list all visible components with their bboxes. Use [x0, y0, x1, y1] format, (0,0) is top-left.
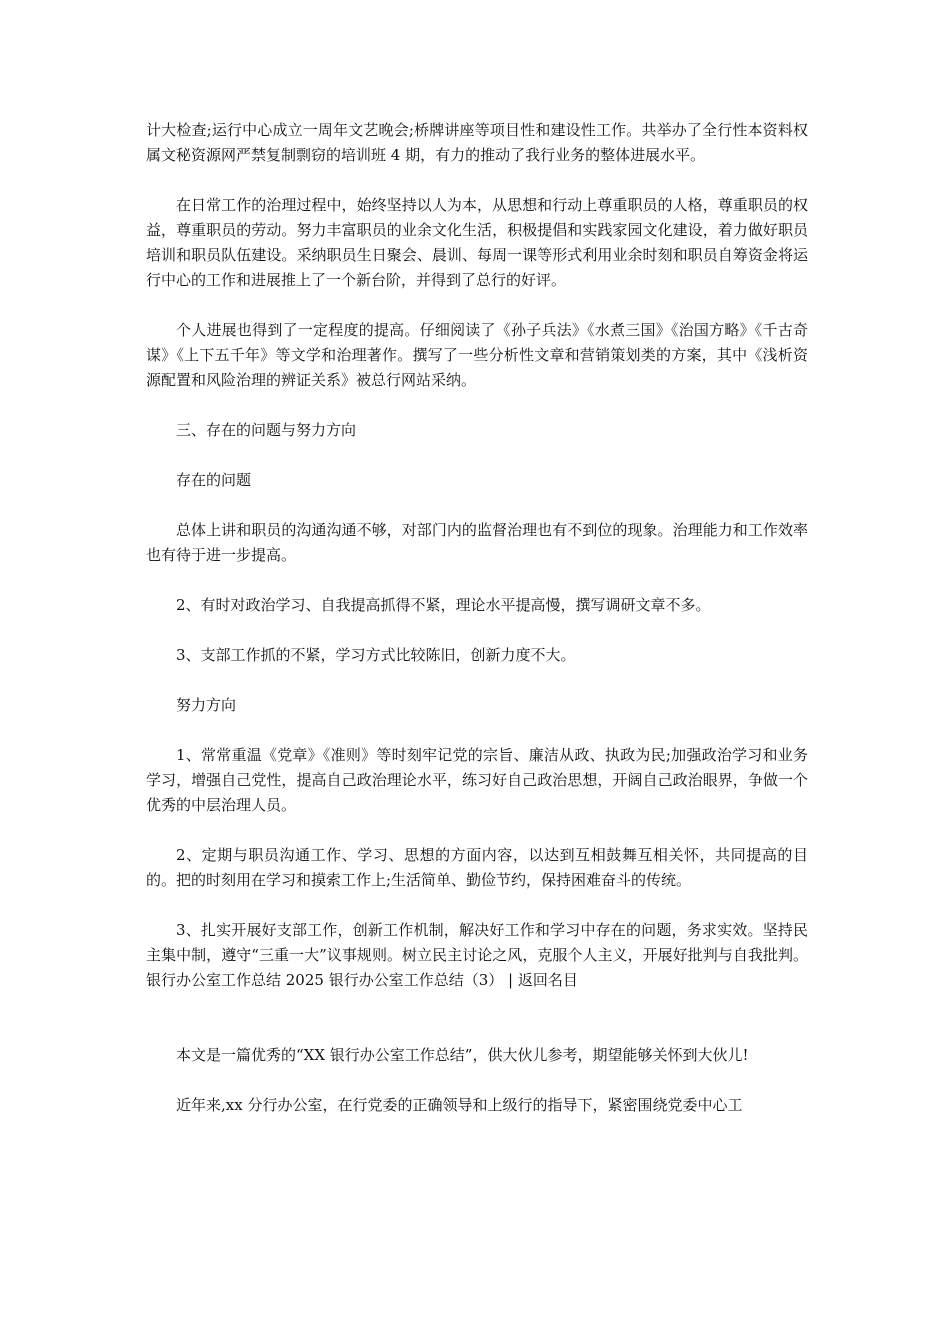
paragraph-problem-3: 3、支部工作抓的不紧，学习方式比较陈旧，创新力度不大。 — [176, 646, 576, 664]
paragraph-direction-3: 3、扎实开展好支部工作，创新工作机制，解决好工作和学习中存在的问题，务求实效。坚持民主集中制，遵守“三重一大”议事规则。树立民主讨论之风，克服个人主义，开展好批判与自我批判。银行办公室工作总结 2025 银行办公室工作总结（3） | 返回名目 — [146, 921, 808, 989]
paragraph-direction-1: 1、常常重温《党章》《准则》等时刻牢记党的宗旨、廉洁从政、执政为民;加强政治学习和业务学习，增强自己党性，提高自己政治理论水平，练习好自己政治思想，开阔自己政治眼界，争做一个优秀的中层治理人员。 — [146, 746, 808, 814]
section-heading-problems-directions: 三、存在的问题与努力方向 — [176, 421, 357, 439]
paragraph-direction-2: 2、定期与职员沟通工作、学习、思想的方面内容，以达到互相鼓舞互相关怀，共同提高的目的。把的时刻用在学习和摸索工作上;生活简单、勤俭节约，保持困难奋斗的传统。 — [146, 846, 808, 889]
paragraph-problem-1: 总体上讲和职员的沟通沟通不够，对部门内的监督治理也有不到位的现象。治理能力和工作效率也有待于进一步提高。 — [146, 521, 808, 564]
document-body — [146, 118, 808, 1143]
paragraph-personal-development: 个人进展也得到了一定程度的提高。仔细阅读了《孙子兵法》《水煮三国》《治国方略》《千古奇谋》《上下五千年》等文学和治理著作。撰写了一些分析性文章和营销策划类的方案，其中《浅析资源配置和风险治理的辨证关系》被总行网站采纳。 — [146, 321, 808, 389]
paragraph-article-intro: 本文是一篇优秀的“XX 银行办公室工作总结”，供大伙儿参考，期望能够关怀到大伙儿! — [176, 1046, 749, 1064]
paragraph-daily-management: 在日常工作的治理过程中，始终坚持以人为本，从思想和行动上尊重职员的人格，尊重职员的权益，尊重职员的劳动。努力丰富职员的业余文化生活，积极提倡和实践家园文化建设，着力做好职员培训和职员队伍建设。采纳职员生日聚会、晨训、每周一课等形式利用业余时刻和职员自筹资金将运行中心的工作和进展推上了一个新台阶，并得到了总行的好评。 — [146, 196, 808, 289]
subheading-effort-direction: 努力方向 — [176, 696, 237, 714]
subheading-existing-problems: 存在的问题 — [176, 471, 252, 489]
paragraph-problem-2: 2、有时对政治学习、自我提高抓得不紧，理论水平提高慢，撰写调研文章不多。 — [176, 596, 711, 614]
paragraph-continuation: 计大检查;运行中心成立一周年文艺晚会;桥牌讲座等项目性和建设性工作。共举办了全行性本资料权属文秘资源网严禁复制剽窃的培训班 4 期，有力的推动了我行业务的整体进展水平。 — [146, 121, 808, 164]
paragraph-recent-years: 近年来,xx 分行办公室，在行党委的正确领导和上级行的指导下，紧密围绕党委中心工 — [176, 1096, 743, 1114]
